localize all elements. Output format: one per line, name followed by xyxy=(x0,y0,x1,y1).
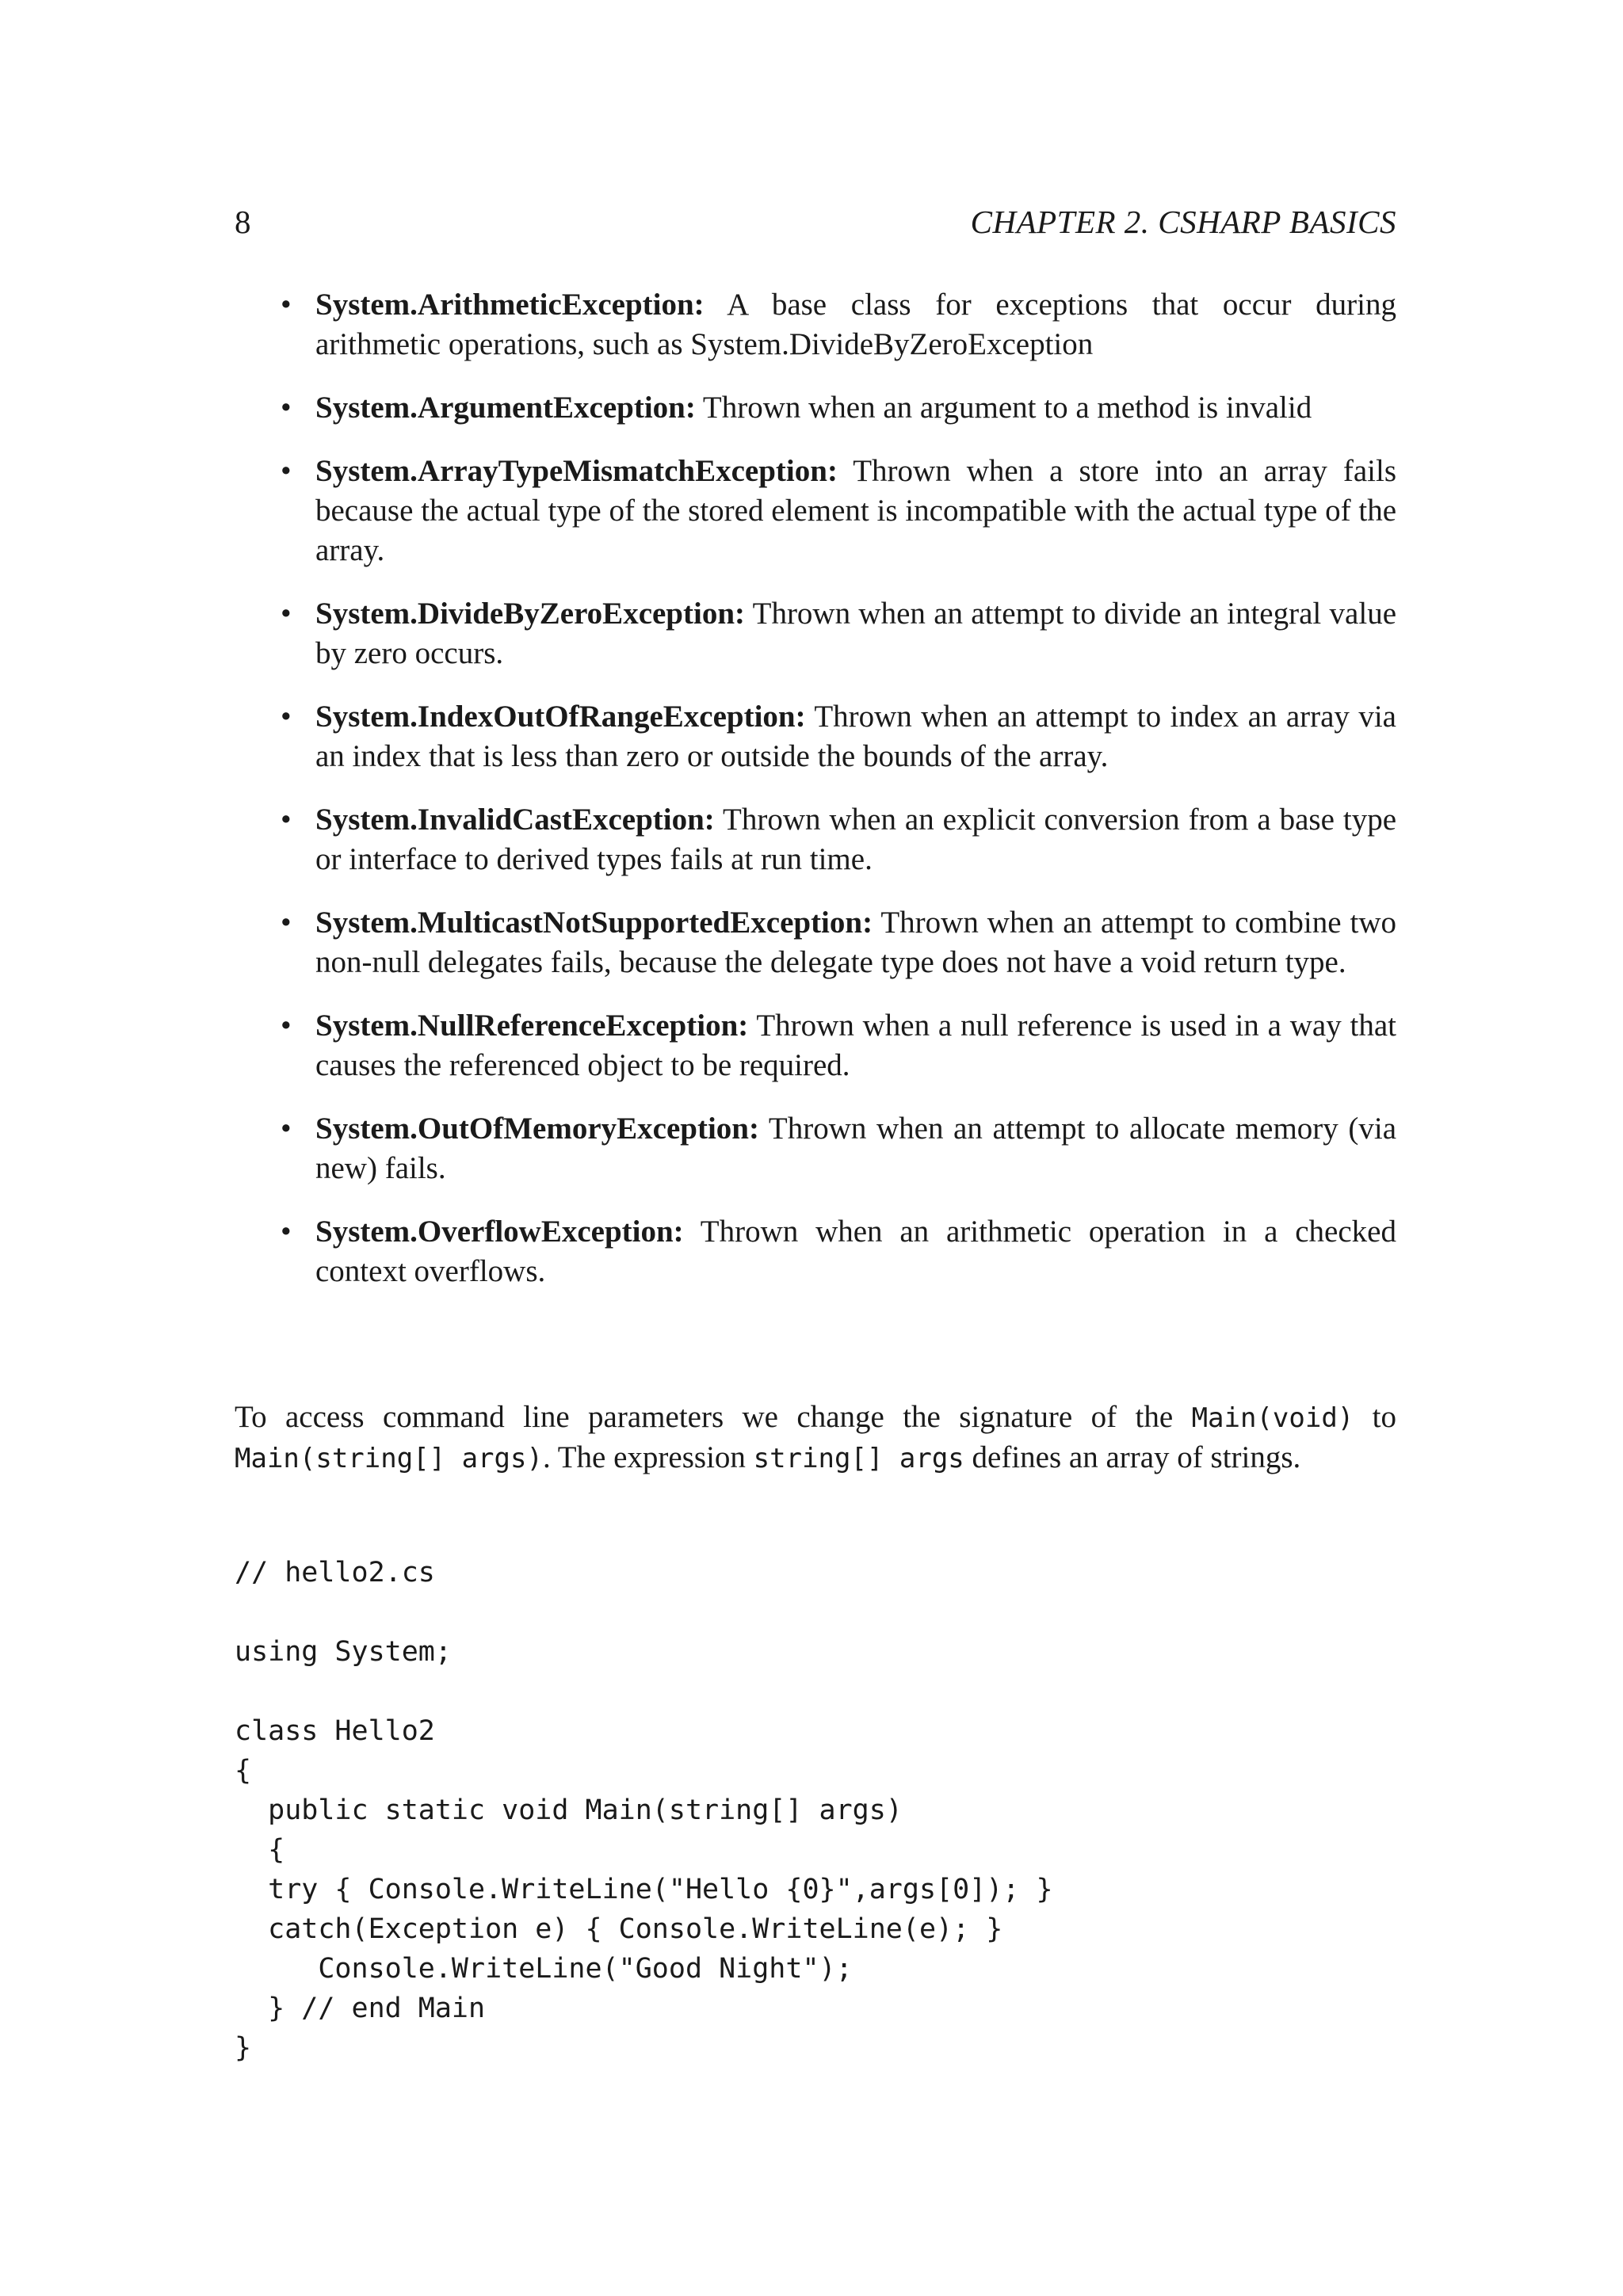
list-item xyxy=(235,452,1396,570)
list-item xyxy=(235,1212,1396,1291)
exception-description: Thrown when an attempt to combine two non-null delegates fails, because the delegate type does not have a void return type. xyxy=(315,906,1396,979)
paragraph-text: to xyxy=(1354,1400,1396,1434)
exception-name: System.ArithmeticException: xyxy=(315,288,705,322)
list-item xyxy=(235,388,1396,428)
list-item xyxy=(235,697,1396,776)
exception-list xyxy=(235,285,1396,1315)
inline-code: Main(void) xyxy=(1191,1402,1354,1434)
exception-name: System.NullReferenceException: xyxy=(315,1009,749,1043)
exception-name: System.OutOfMemoryException: xyxy=(315,1112,759,1146)
list-item xyxy=(235,903,1396,982)
exception-name: System.DivideByZeroException: xyxy=(315,597,746,631)
exception-description: Thrown when an attempt to index an array via an index that is less than zero or outside the bounds of the array. xyxy=(315,700,1396,773)
list-item xyxy=(235,285,1396,364)
chapter-title: CHAPTER 2. CSHARP BASICS xyxy=(970,204,1396,240)
exception-description: Thrown when an argument to a method is invalid xyxy=(702,391,1312,425)
exception-description: Thrown when an attempt to divide an integral value by zero occurs. xyxy=(315,597,1397,670)
exception-name: System.OverflowException: xyxy=(315,1215,684,1249)
bullet-icon: • xyxy=(281,1112,292,1146)
page-number: 8 xyxy=(235,204,251,240)
exception-name: System.IndexOutOfRangeException: xyxy=(315,700,806,734)
code-listing: // hello2.cs using System; class Hello2 { public static void Main(string[] args) { try { Console.WriteLine("Hello {0}",args[0]); } catch(Exception e) { Console.WriteLine(e); } Console.WriteLine("Good Night"); } // end Main } xyxy=(235,1557,1053,2064)
exception-description: Thrown when an explicit conversion from a base type or interface to derived types fails at run time. xyxy=(315,803,1397,876)
document-page xyxy=(235,0,1396,2296)
bullet-icon: • xyxy=(281,391,292,425)
bullet-icon: • xyxy=(281,803,292,837)
paragraph-text: . The expression xyxy=(542,1440,754,1474)
exception-name: System.InvalidCastException: xyxy=(315,803,715,837)
exception-description: Thrown when an attempt to allocate memory (via new) fails. xyxy=(315,1112,1397,1185)
bullet-icon: • xyxy=(281,597,292,631)
exception-name: System.ArgumentException: xyxy=(315,391,696,425)
bullet-icon: • xyxy=(281,906,292,940)
body-paragraph xyxy=(235,1398,1396,1478)
bullet-icon: • xyxy=(281,1215,292,1249)
running-head xyxy=(235,200,1396,244)
bullet-icon: • xyxy=(281,1009,292,1043)
list-item xyxy=(235,1006,1396,1085)
inline-code: string[] args xyxy=(753,1443,964,1474)
list-item xyxy=(235,594,1396,673)
exception-description: Thrown when a store into an array fails because the actual type of the stored element is incompatible with the actual type of the array. xyxy=(315,454,1396,567)
bullet-icon: • xyxy=(281,454,292,488)
exception-description: Thrown when a null reference is used in a way that causes the referenced object to be required. xyxy=(315,1009,1396,1082)
list-item xyxy=(235,800,1396,879)
list-item xyxy=(235,1109,1396,1188)
exception-name: System.ArrayTypeMismatchException: xyxy=(315,454,838,488)
exception-description: A base class for exceptions that occur during arithmetic operations, such as System.DivideByZeroException xyxy=(315,288,1396,361)
inline-code: Main(string[] args) xyxy=(235,1443,543,1474)
paragraph-text: To access command line parameters we change the signature of the xyxy=(235,1400,1192,1434)
bullet-icon: • xyxy=(281,700,292,734)
exception-description: Thrown when an arithmetic operation in a checked context overflows. xyxy=(315,1215,1396,1288)
exception-name: System.MulticastNotSupportedException: xyxy=(315,906,873,940)
paragraph-text: defines an array of strings. xyxy=(964,1440,1301,1474)
bullet-icon: • xyxy=(281,288,292,322)
